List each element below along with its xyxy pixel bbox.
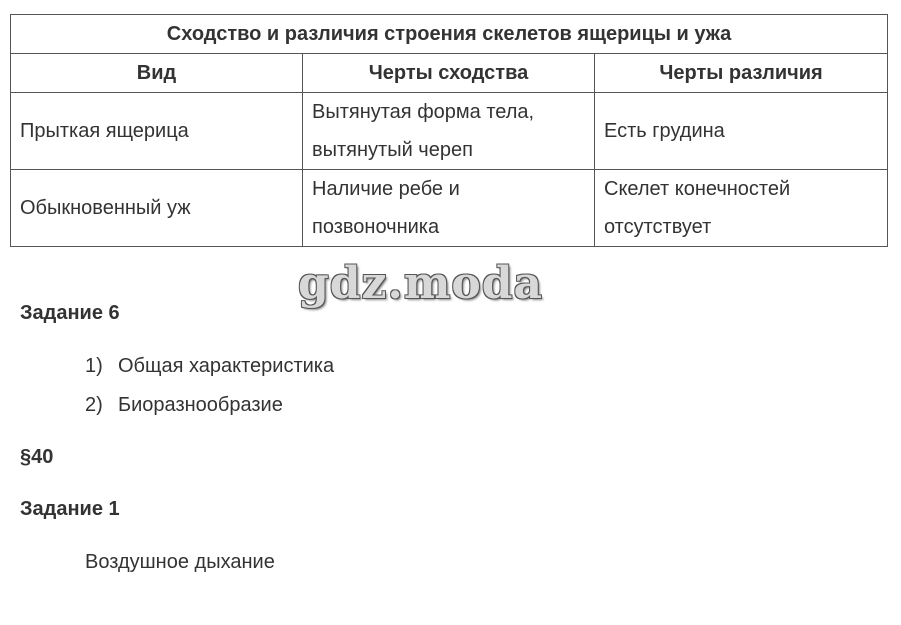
task1-answer: Воздушное дыхание	[85, 551, 275, 573]
table-title-row	[11, 15, 888, 54]
cell-species: Прыткая ящерица	[11, 93, 303, 170]
list-item-text: Общая характеристика	[118, 355, 335, 377]
watermark-logo: gdz.moda	[298, 258, 544, 309]
table-row	[11, 93, 888, 170]
cell-species: Обыкновенный уж	[11, 170, 303, 247]
header-difference: Черты различия	[595, 54, 888, 93]
list-item-number: 1)	[85, 355, 103, 377]
section-heading: §40	[20, 446, 54, 468]
list-item	[85, 355, 334, 378]
task1-heading: Задание 1	[20, 498, 120, 520]
table-header-row	[11, 54, 888, 93]
comparison-table-container	[10, 14, 887, 247]
cell-similarity: Наличие ребе и позвоночника	[303, 170, 595, 247]
list-item-text: Биоразнообразие	[118, 394, 283, 416]
header-species: Вид	[11, 54, 303, 93]
task6-heading: Задание 6	[20, 302, 120, 324]
table-title: Сходство и различия строения скелетов ящерицы и ужа	[11, 15, 888, 54]
header-similarity: Черты сходства	[303, 54, 595, 93]
cell-similarity: Вытянутая форма тела, вытянутый череп	[303, 93, 595, 170]
comparison-table	[10, 14, 888, 247]
cell-difference: Скелет конечностей отсутствует	[595, 170, 888, 247]
list-item	[85, 394, 283, 417]
list-item-number: 2)	[85, 394, 103, 416]
table-row	[11, 170, 888, 247]
cell-difference: Есть грудина	[595, 93, 888, 170]
